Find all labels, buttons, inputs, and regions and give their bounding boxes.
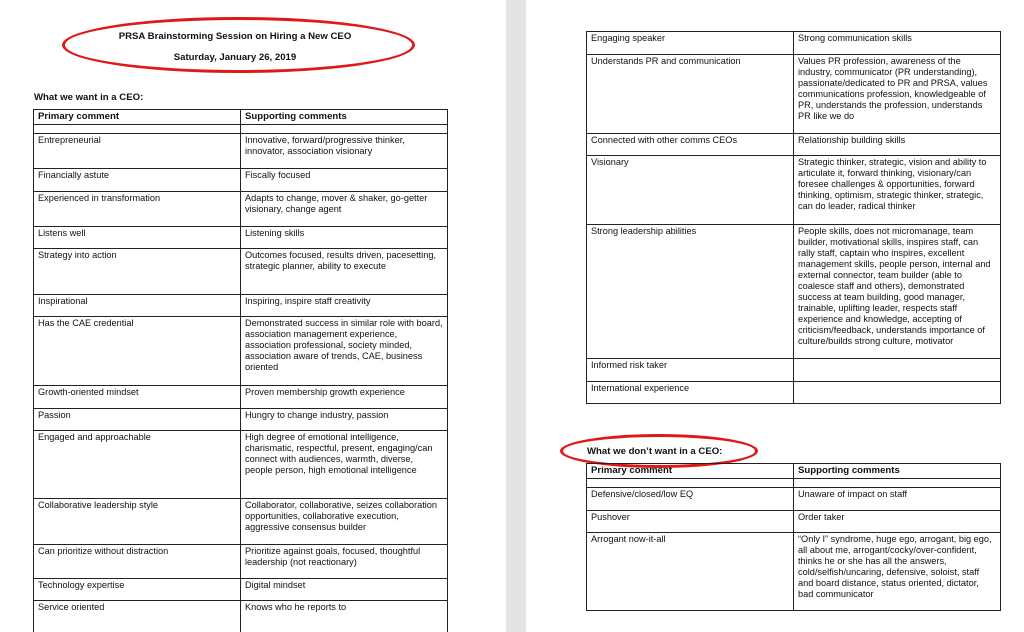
table-row	[34, 317, 448, 386]
table-row	[34, 249, 448, 295]
primary-comment: Collaborative leadership style	[34, 499, 241, 545]
supporting-comment: Hungry to change industry, passion	[241, 409, 448, 431]
table-row	[34, 579, 448, 601]
primary-comment: Service oriented	[34, 601, 241, 632]
table-row	[34, 386, 448, 409]
primary-comment: Defensive/closed/low EQ	[587, 488, 794, 511]
primary-comment: Engaging speaker	[587, 32, 794, 55]
table-row	[587, 32, 1001, 55]
section-heading-dont-want: What we don’t want in a CEO:	[587, 446, 723, 457]
supporting-comment: Collaborator, collaborative, seizes collaboration opportunities, collaborative execution, aggressive consensus builder	[241, 499, 448, 545]
column-header: Supporting comments	[794, 464, 1001, 479]
want-table-continued	[586, 31, 1001, 404]
supporting-comment: Relationship building skills	[794, 134, 1001, 156]
table-row	[587, 359, 1001, 382]
table-row	[587, 134, 1001, 156]
supporting-comment: Digital mindset	[241, 579, 448, 601]
supporting-comment: Fiscally focused	[241, 169, 448, 192]
primary-comment: Connected with other comms CEOs	[587, 134, 794, 156]
page-gap	[506, 0, 526, 632]
primary-comment: Passion	[34, 409, 241, 431]
supporting-comment: Listening skills	[241, 227, 448, 249]
supporting-comment: High degree of emotional intelligence, charismatic, respectful, present, engaging/can connect with audiences, warmth, diverse, people person, high emotional intelligence	[241, 431, 448, 499]
table-row	[587, 382, 1001, 404]
table-row-spacer	[587, 479, 1001, 488]
supporting-comment: Knows who he reports to	[241, 601, 448, 632]
primary-comment: Understands PR and communication	[587, 55, 794, 134]
supporting-comment	[794, 382, 1001, 404]
column-header: Primary comment	[34, 110, 241, 125]
table-row	[34, 192, 448, 227]
document-title: PRSA Brainstorming Session on Hiring a New CEO	[118, 31, 352, 42]
primary-comment: Listens well	[34, 227, 241, 249]
table-header-row	[587, 464, 1001, 479]
document-page-right	[526, 0, 1024, 632]
table-row	[34, 409, 448, 431]
table-row	[34, 499, 448, 545]
primary-comment: Technology expertise	[34, 579, 241, 601]
primary-comment: Has the CAE credential	[34, 317, 241, 386]
table-row	[34, 601, 448, 632]
primary-comment: Growth-oriented mindset	[34, 386, 241, 409]
section-heading-want: What we want in a CEO:	[34, 92, 144, 103]
supporting-comment: Strong communication skills	[794, 32, 1001, 55]
table-row	[587, 511, 1001, 533]
supporting-comment: Values PR profession, awareness of the industry, communicator (PR understanding), passionate/dedicated to PR and PRSA, values communications profession, knowledgeable of PR, understands the profession, understands PR like we do	[794, 55, 1001, 134]
supporting-comment: Inspiring, inspire staff creativity	[241, 295, 448, 317]
supporting-comment: Demonstrated success in similar role with board, association management experience, association professional, society minded, association aware of trends, CAE, business oriented	[241, 317, 448, 386]
supporting-comment: Strategic thinker, strategic, vision and ability to articulate it, forward thinking, visionary/can foresee challenges & opportunities, forward thinking, optimism, strategic thinker, strategic, can do leader, radical thinker	[794, 156, 1001, 225]
table-row-spacer	[34, 125, 448, 134]
primary-comment: Strategy into action	[34, 249, 241, 295]
primary-comment: Entrepreneurial	[34, 134, 241, 169]
primary-comment: International experience	[587, 382, 794, 404]
supporting-comment: Order taker	[794, 511, 1001, 533]
supporting-comment: Outcomes focused, results driven, pacesetting, strategic planner, ability to execute	[241, 249, 448, 295]
primary-comment: Experienced in transformation	[34, 192, 241, 227]
primary-comment: Pushover	[587, 511, 794, 533]
dont-want-table	[586, 463, 1001, 611]
supporting-comment: “Only I” syndrome, huge ego, arrogant, big ego, all about me, arrogant/cocky/over-confident, thinks he or she has all the answers, cold/selfish/uncaring, defensive, soloist, staff and board distance, status oriented, dictator, bad communicator	[794, 533, 1001, 611]
want-table	[33, 109, 448, 632]
column-header: Primary comment	[587, 464, 794, 479]
column-header: Supporting comments	[241, 110, 448, 125]
table-row	[587, 533, 1001, 611]
table-row	[34, 295, 448, 317]
primary-comment: Financially astute	[34, 169, 241, 192]
red-circle-annotation-title	[62, 17, 415, 73]
table-row	[34, 545, 448, 579]
document-page-left	[0, 0, 506, 632]
table-header-row	[34, 110, 448, 125]
supporting-comment	[794, 359, 1001, 382]
table-row	[587, 55, 1001, 134]
supporting-comment: Unaware of impact on staff	[794, 488, 1001, 511]
table-row	[587, 156, 1001, 225]
document-date: Saturday, January 26, 2019	[173, 52, 297, 63]
primary-comment: Arrogant now-it-all	[587, 533, 794, 611]
supporting-comment: Prioritize against goals, focused, thoughtful leadership (not reactionary)	[241, 545, 448, 579]
table-row	[34, 134, 448, 169]
primary-comment: Strong leadership abilities	[587, 225, 794, 359]
primary-comment: Informed risk taker	[587, 359, 794, 382]
primary-comment: Engaged and approachable	[34, 431, 241, 499]
supporting-comment: People skills, does not micromanage, team builder, motivational skills, inspires staff, can rally staff, captain who inspires, excellent management skills, people person, internal and external connector, team builder (able to coalesce staff and others), demonstrated success at team building, good manager, trainable, uplifting leader, respects staff experience and knowledge, accepting of criticism/feedback, understands importance of culture/builds strong culture, motivator	[794, 225, 1001, 359]
table-row	[587, 225, 1001, 359]
supporting-comment: Proven membership growth experience	[241, 386, 448, 409]
primary-comment: Visionary	[587, 156, 794, 225]
table-row	[587, 488, 1001, 511]
supporting-comment: Adapts to change, mover & shaker, go-getter visionary, change agent	[241, 192, 448, 227]
table-row	[34, 227, 448, 249]
table-row	[34, 431, 448, 499]
table-row	[34, 169, 448, 192]
primary-comment: Inspirational	[34, 295, 241, 317]
primary-comment: Can prioritize without distraction	[34, 545, 241, 579]
supporting-comment: Innovative, forward/progressive thinker, innovator, association visionary	[241, 134, 448, 169]
